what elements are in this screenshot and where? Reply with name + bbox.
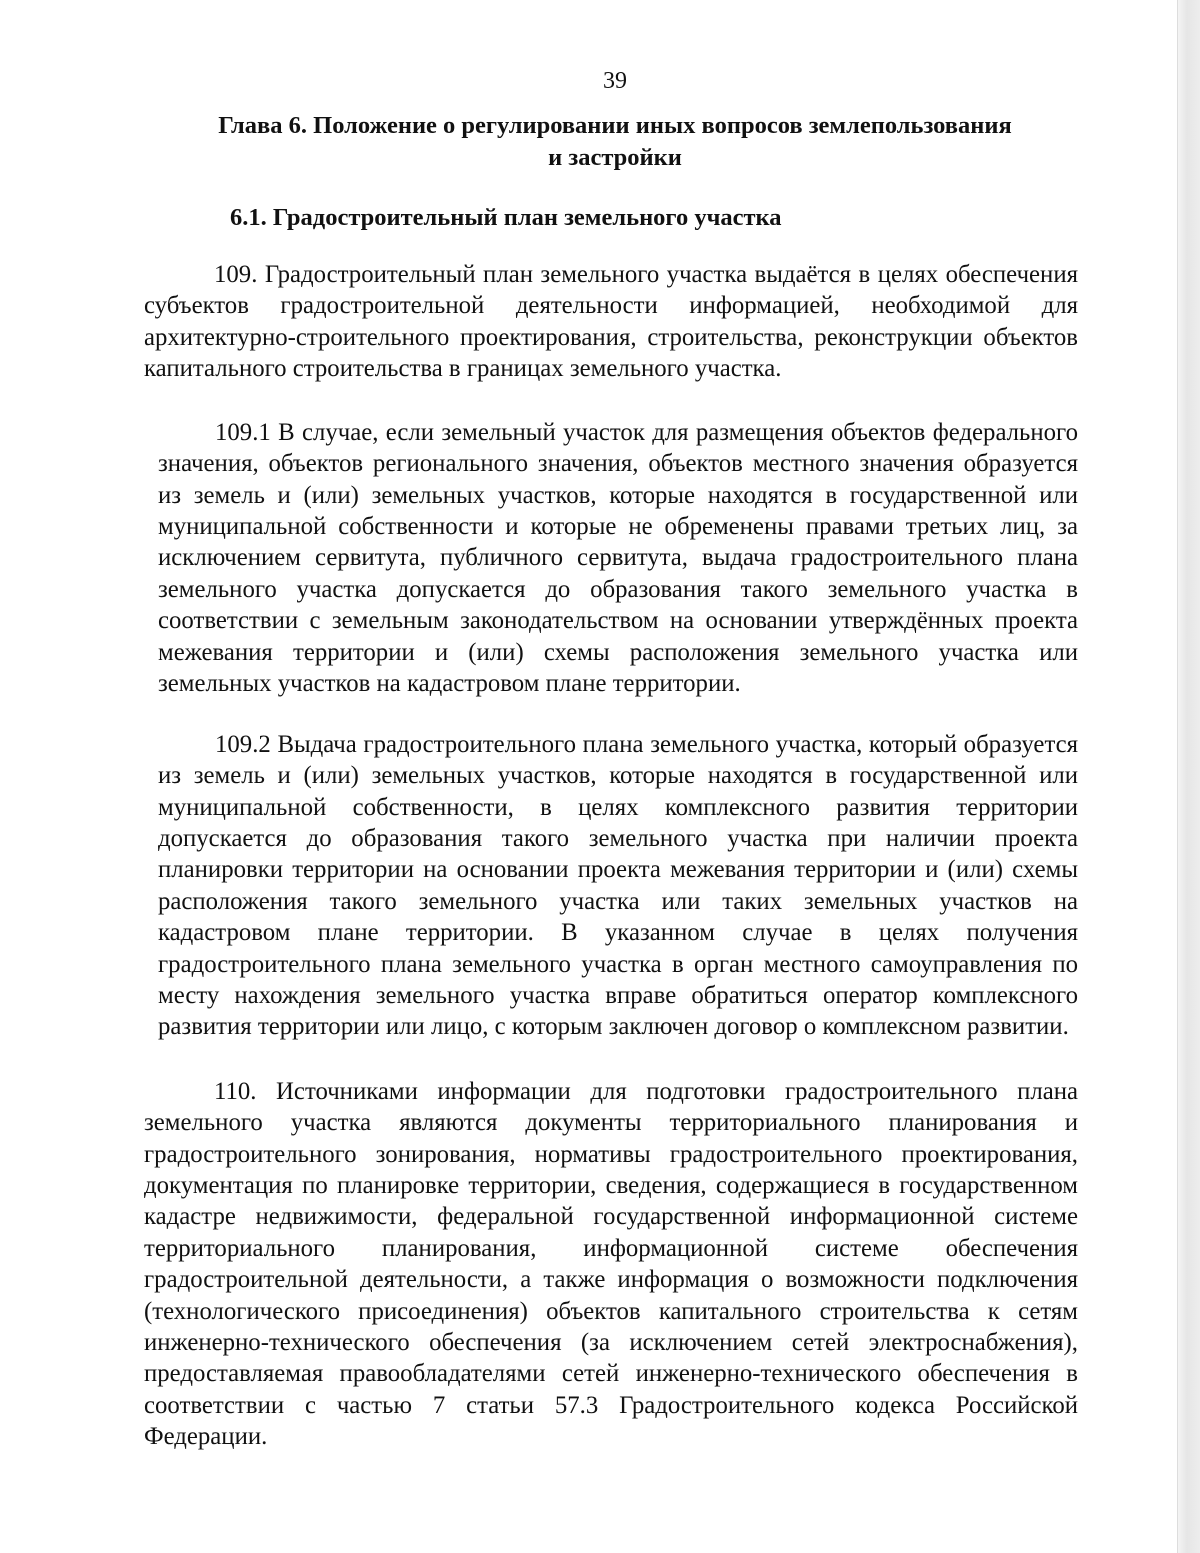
section-title: 6.1. Градостроительный план земельного участка [230,204,782,231]
page-number: 39 [603,68,627,94]
paragraph-109-2: 109.2 Выдача градостроительного плана земельного участка, который образуется из земель и (или) земельных участков, которые находятся в государственной или муниципальной собственности, в целях комплексного развития территории допускается до образования такого земельного участка при наличии проекта планировки территории на основании проекта межевания территории и (или) схемы расположения такого земельного участка или таких земельных участков на кадастровом плане территории. В указанном случае в целях получения градостроительного плана земельного участка в орган местного самоуправления по месту нахождения земельного участка вправе обратиться оператор комплексного развития территории или лицо, с которым заключен договор о комплексном развитии. [158,730,1078,1041]
paragraph-109: 109. Градостроительный план земельного участка выдаётся в целях обеспечения субъектов градостроительной деятельности информацией, необходимой для архитектурно-строительного проектирования, строительства, реконструкции объектов капитального строительства в границах земельного участка. [144,260,1078,383]
scan-edge-shadow [1177,0,1200,1553]
paragraph-110: 110. Источниками информации для подготовки градостроительного плана земельного участка являются документы территориального планирования и градостроительного зонирования, нормативы градостроительного проектирования, документация по планировке территории, сведения, содержащиеся в государственном кадастре недвижимости, федеральной государственной информационной системе территориального планирования, информационной системе обеспечения градостроительной деятельности, а также информация о возможности подключения (технологического присоединения) объектов капитального строительства к сетям инженерно-технического обеспечения (за исключением сетей электроснабжения), предоставляемая правообладателями сетей инженерно-технического обеспечения в соответствии с частью 7 статьи 57.3 Градостроительного кодекса Российской Федерации. [144,1077,1078,1451]
chapter-title [150,110,1080,174]
paragraph-109-1: 109.1 В случае, если земельный участок для размещения объектов федерального значения, объектов регионального значения, объектов местного значения образуется из земель и (или) земельных участков, которые находятся в государственной или муниципальной собственности и которые не обременены правами третьих лиц, за исключением сервитута, публичного сервитута, выдача градостроительного плана земельного участка допускается до образования такого земельного участка в соответствии с земельным законодательством на основании утверждённых проекта межевания территории и (или) схемы расположения земельного участка или земельных участков на кадастровом плане территории. [158,418,1078,698]
chapter-title-line-1: Глава 6. Положение о регулировании иных вопросов землепользования [218,112,1012,139]
chapter-title-line-2: и застройки [548,144,682,171]
